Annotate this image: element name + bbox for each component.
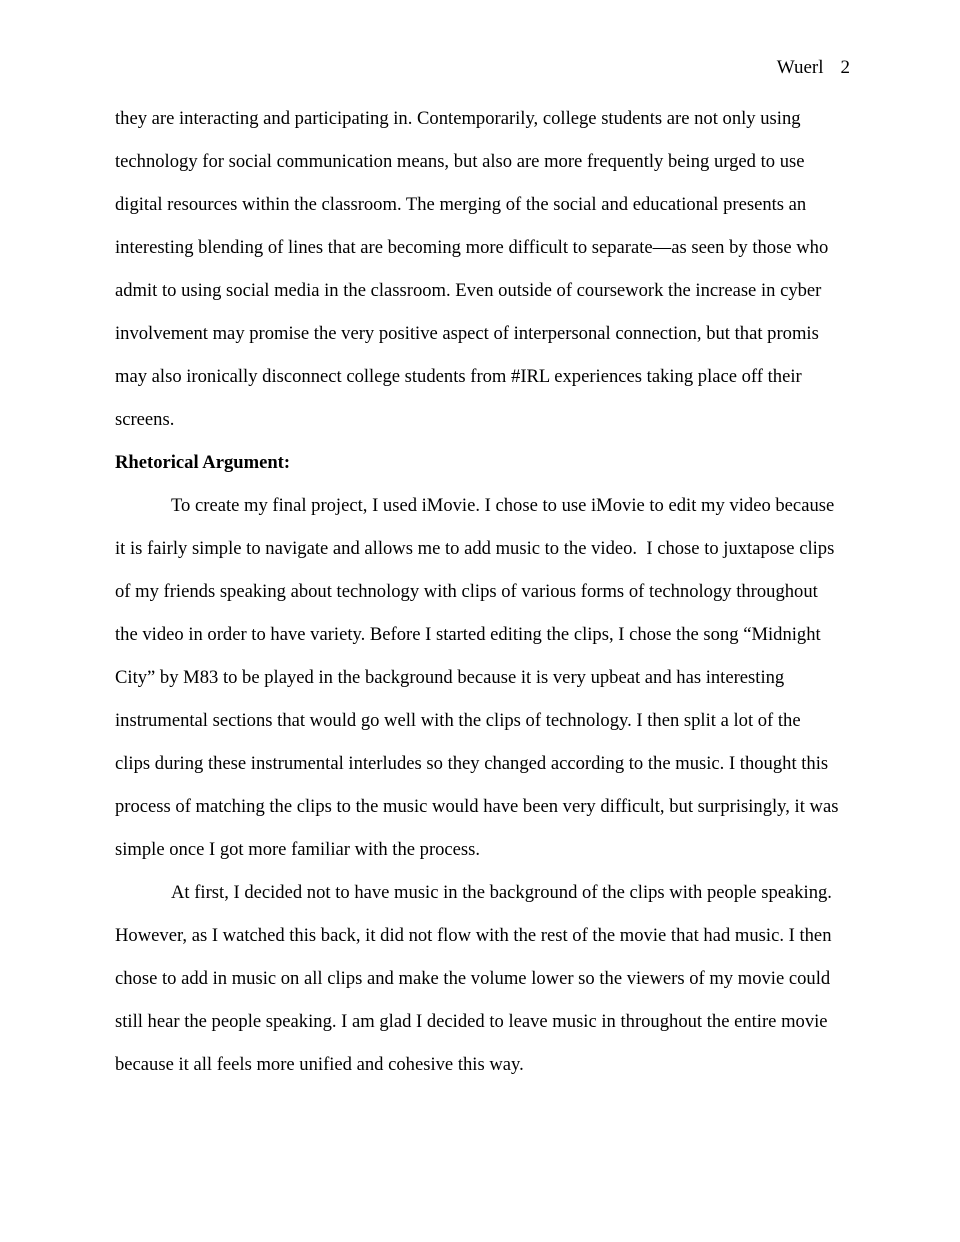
text-line: interesting blending of lines that are becoming more difficult to separate—as seen by those who xyxy=(115,237,829,258)
text-line: technology for social communication means, but also are more frequently being urged to use xyxy=(115,151,805,172)
text-line: still hear the people speaking. I am glad I decided to leave music in throughout the entire movie xyxy=(115,1011,828,1032)
text-line: However, as I watched this back, it did not flow with the rest of the movie that had music. I then xyxy=(115,925,832,946)
text-line: because it all feels more unified and cohesive this way. xyxy=(115,1054,524,1075)
text-line: process of matching the clips to the music would have been very difficult, but surprisingly, it was xyxy=(115,796,839,817)
text-line: To create my final project, I used iMovie. I chose to use iMovie to edit my video because xyxy=(171,495,835,516)
text-line: of my friends speaking about technology with clips of various forms of technology throughout xyxy=(115,581,818,602)
text-line: the video in order to have variety. Before I started editing the clips, I chose the song “Midnight xyxy=(115,624,821,645)
text-line: screens. xyxy=(115,409,175,430)
text-line: admit to using social media in the classroom. Even outside of coursework the increase in cyber xyxy=(115,280,822,301)
header-last-name: Wuerl xyxy=(776,57,824,78)
text-line: may also ironically disconnect college students from #IRL experiences taking place off their xyxy=(115,366,802,387)
text-line: instrumental sections that would go well with the clips of technology. I then split a lot of the xyxy=(115,710,801,731)
text-line: At first, I decided not to have music in the background of the clips with people speaking. xyxy=(171,882,832,903)
text-line: City” by M83 to be played in the background because it is very upbeat and has interesting xyxy=(115,667,785,688)
text-line: involvement may promise the very positive aspect of interpersonal connection, but that promis xyxy=(115,323,819,344)
section-heading: Rhetorical Argument: xyxy=(115,452,291,473)
text-line: clips during these instrumental interludes so they changed according to the music. I thought this xyxy=(115,753,829,774)
text-line: it is fairly simple to navigate and allows me to add music to the video. I chose to juxtapose clips xyxy=(115,538,835,559)
document-body xyxy=(115,97,855,1086)
text-line: chose to add in music on all clips and make the volume lower so the viewers of my movie could xyxy=(115,968,831,989)
page-header xyxy=(0,56,850,80)
text-line: digital resources within the classroom. The merging of the social and educational presents an xyxy=(115,194,807,215)
header-page-number: 2 xyxy=(840,57,850,78)
text-line: they are interacting and participating in. Contemporarily, college students are not only using xyxy=(115,108,801,129)
text-line: simple once I got more familiar with the process. xyxy=(115,839,481,860)
